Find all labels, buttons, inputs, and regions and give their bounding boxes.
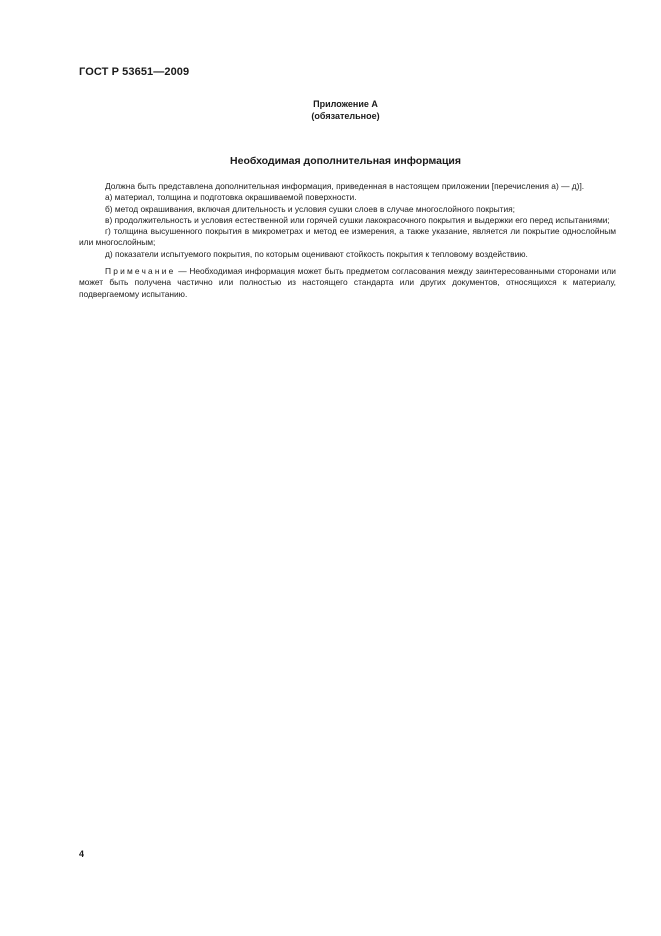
appendix-heading bbox=[0, 98, 661, 122]
list-item-d: г) толщина высушенного покрытия в микрометрах и метод ее измерения, а также указание, является ли покрытие однослойным или многослойным; bbox=[79, 226, 616, 248]
list-item-c: в) продолжительность и условия естественной или горячей сушки лакокрасочного покрытия и выдержки его перед испытаниями; bbox=[105, 214, 610, 225]
page-number: 4 bbox=[79, 849, 85, 859]
note-paragraph bbox=[79, 266, 616, 300]
standard-code-header: ГОСТ Р 53651—2009 bbox=[79, 66, 190, 78]
list-item-b: б) метод окрашивания, включая длительность и условия сушки слоев в случае многослойного покрытия; bbox=[105, 203, 516, 214]
list-item-a: а) материал, толщина и подготовка окрашиваемой поверхности. bbox=[105, 192, 357, 203]
appendix-title: Приложение А bbox=[313, 99, 378, 109]
body-text bbox=[79, 181, 616, 300]
note-label: Примечание bbox=[105, 266, 176, 277]
section-title: Необходимая дополнительная информация bbox=[230, 155, 461, 167]
intro-paragraph: Должна быть представлена дополнительная информация, приведенная в настоящем приложении [перечисления а) — д)]. bbox=[105, 181, 585, 191]
list-item-e: д) показатели испытуемого покрытия, по которым оценивают стойкость покрытия к тепловому воздействию. bbox=[105, 248, 528, 259]
appendix-status: (обязательное) bbox=[311, 111, 380, 121]
note-text: — Необходимая информация может быть предметом согласования между заинтересованными сторонами или может быть получена частично или полностью из настоящего стандарта или других документов, относящихся к материалу, подвергаемому испытанию. bbox=[79, 266, 616, 299]
